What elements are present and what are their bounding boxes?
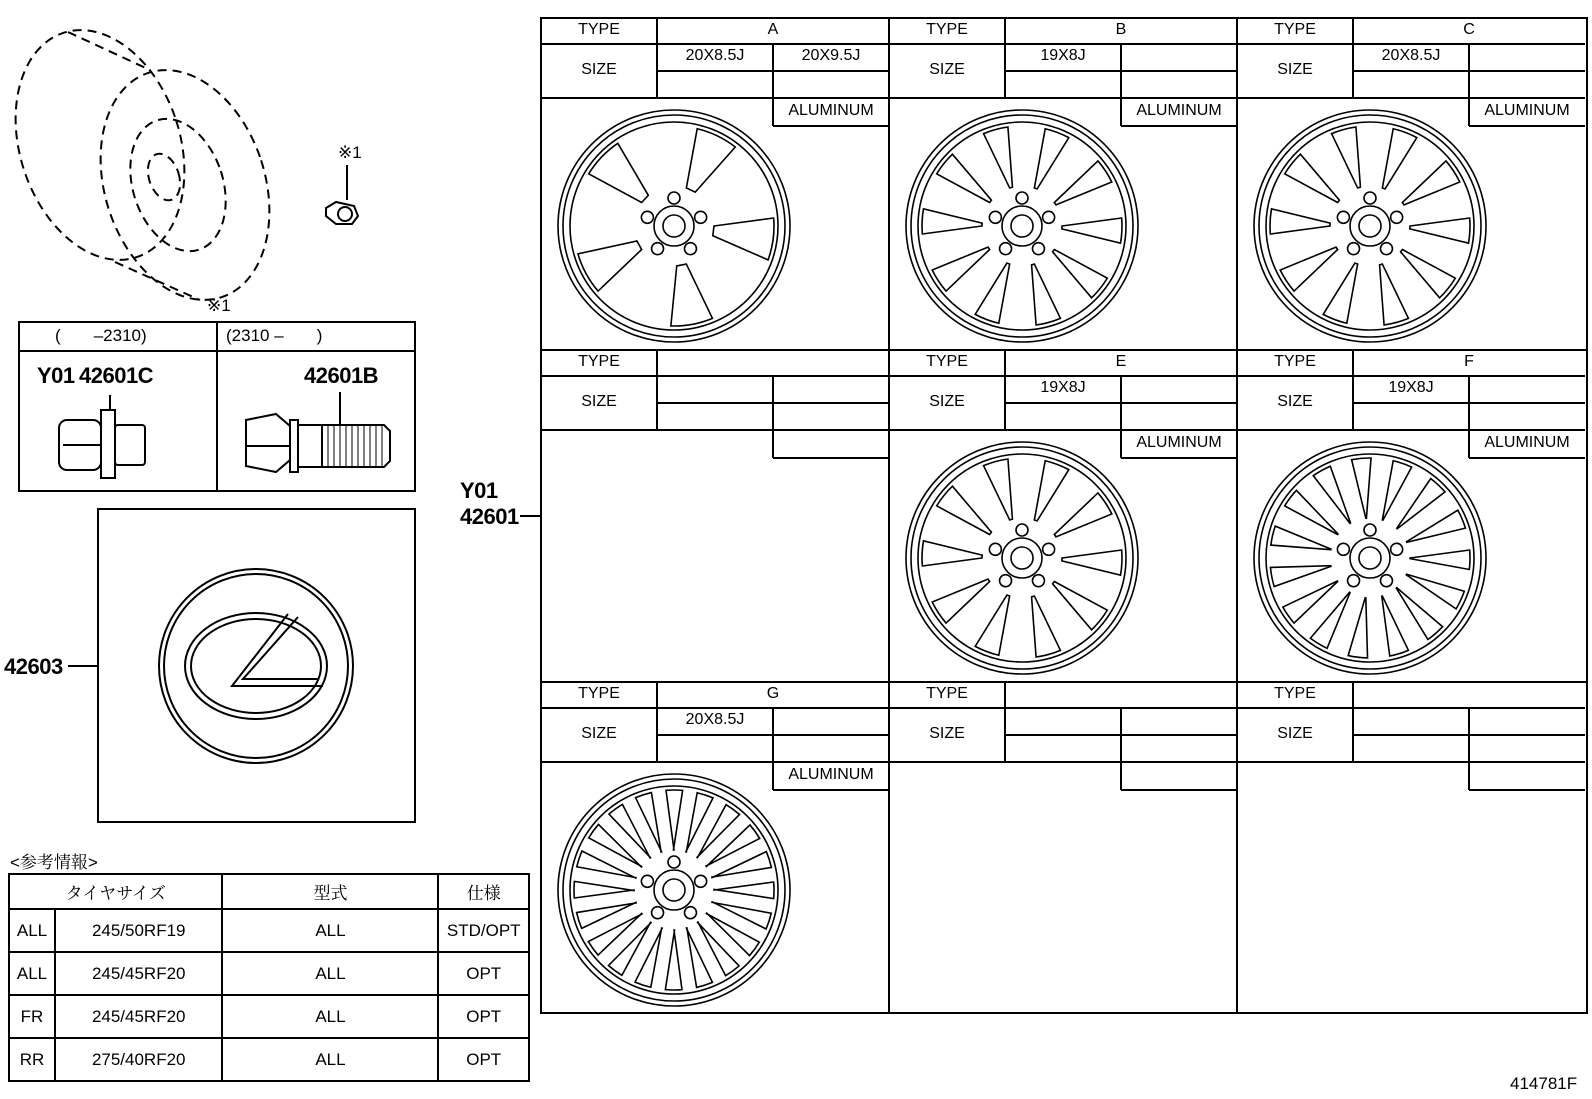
tire-note-mark: ※1: [338, 143, 362, 162]
wheel-b-icon: [906, 110, 1138, 342]
wheel-drawings: [558, 110, 1486, 1006]
ref-pos: ALL: [9, 909, 55, 952]
reference-table: [8, 873, 530, 1082]
wheel-code: Y01: [460, 478, 498, 503]
wheel-part-number[interactable]: 42601: [460, 504, 519, 529]
size-label: SIZE: [1277, 393, 1313, 410]
wheel-g-icon: [558, 774, 790, 1006]
size-value-1: 20X8.5J: [685, 47, 745, 64]
ref-header-model: 型式: [222, 874, 438, 909]
type-value: F: [1464, 353, 1474, 370]
cell-grids: [541, 18, 1585, 790]
ref-pos: FR: [9, 995, 55, 1038]
size-value-1: 19X8J: [1040, 47, 1086, 64]
lug-bolt-icon: [246, 392, 390, 472]
ref-spec: OPT: [438, 995, 529, 1038]
ref-model: ALL: [222, 995, 438, 1038]
type-label: TYPE: [1274, 21, 1316, 38]
size-value-2: 20X9.5J: [801, 47, 861, 64]
lug-nut-part-number[interactable]: 42601C: [79, 363, 154, 388]
size-label: SIZE: [1277, 61, 1313, 78]
table-row: [9, 952, 529, 995]
material-label: ALUMINUM: [788, 766, 874, 783]
table-row: [9, 909, 529, 952]
size-label: SIZE: [929, 393, 965, 410]
type-label: TYPE: [926, 353, 968, 370]
material-label: ALUMINUM: [1136, 102, 1222, 119]
type-label: TYPE: [926, 21, 968, 38]
size-label: SIZE: [581, 393, 617, 410]
type-label: TYPE: [926, 685, 968, 702]
ref-size: 245/50RF19: [55, 909, 222, 952]
type-label: TYPE: [578, 21, 620, 38]
ref-header-spec: 仕様: [438, 874, 529, 909]
wheel-f-icon: [1254, 442, 1486, 674]
type-value: B: [1115, 21, 1127, 38]
hardware-note-mark: ※1: [207, 296, 231, 315]
type-value: G: [766, 685, 780, 702]
material-label: ALUMINUM: [1136, 434, 1222, 451]
ref-size: 245/45RF20: [55, 952, 222, 995]
hardware-col2-header: (2310 – ): [226, 326, 323, 345]
lug-nut-code: Y01: [37, 363, 75, 388]
ref-pos: RR: [9, 1038, 55, 1081]
ref-size: 275/40RF20: [55, 1038, 222, 1081]
material-label: ALUMINUM: [788, 102, 874, 119]
size-label: SIZE: [581, 61, 617, 78]
ref-spec: OPT: [438, 1038, 529, 1081]
wheel-e-icon: [906, 442, 1138, 674]
wheel-c-icon: [1254, 110, 1486, 342]
type-value: A: [767, 21, 779, 38]
wheel-a-icon: [558, 110, 790, 342]
type-value: E: [1115, 353, 1127, 370]
size-label: SIZE: [581, 725, 617, 742]
type-label: TYPE: [1274, 353, 1316, 370]
ref-model: ALL: [222, 1038, 438, 1081]
type-label: TYPE: [1274, 685, 1316, 702]
size-value-1: 20X8.5J: [685, 711, 745, 728]
emblem-part-number[interactable]: 42603: [4, 654, 63, 679]
ref-spec: STD/OPT: [438, 909, 529, 952]
ref-spec: OPT: [438, 952, 529, 995]
diagram-id: 414781F: [1510, 1074, 1578, 1093]
ref-header-tire-size: タイヤサイズ: [9, 874, 222, 909]
size-label: SIZE: [929, 61, 965, 78]
lexus-emblem-icon: [159, 569, 353, 763]
emblem-box: [68, 509, 415, 822]
ref-model: ALL: [222, 952, 438, 995]
hardware-col1-header: ( –2310): [55, 326, 147, 345]
type-value: C: [1463, 21, 1475, 38]
size-label: SIZE: [929, 725, 965, 742]
ref-pos: ALL: [9, 952, 55, 995]
lug-nut-small-icon: [326, 165, 358, 224]
size-value-1: 19X8J: [1040, 379, 1086, 396]
type-label: TYPE: [578, 685, 620, 702]
size-value-1: 19X8J: [1388, 379, 1434, 396]
wheel-table-grid: [541, 18, 1587, 1013]
material-label: ALUMINUM: [1484, 102, 1570, 119]
ref-model: ALL: [222, 909, 438, 952]
table-row: [9, 995, 529, 1038]
size-value-1: 20X8.5J: [1381, 47, 1441, 64]
reference-title: <参考情報>: [10, 853, 98, 872]
lug-nut-icon: [59, 395, 145, 478]
tire-illustration: [0, 8, 298, 322]
lug-bolt-part-number[interactable]: 42601B: [304, 363, 379, 388]
table-row: [9, 1038, 529, 1081]
type-label: TYPE: [578, 353, 620, 370]
size-label: SIZE: [1277, 725, 1313, 742]
ref-size: 245/45RF20: [55, 995, 222, 1038]
material-label: ALUMINUM: [1484, 434, 1570, 451]
